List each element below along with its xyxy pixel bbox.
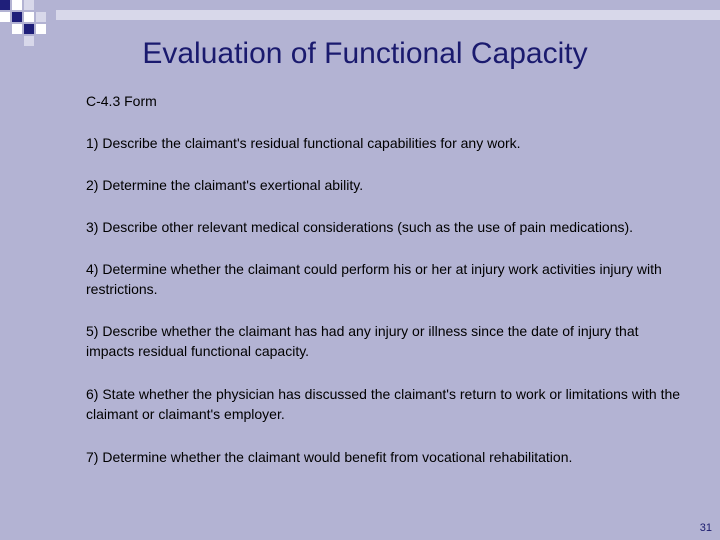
slide-body — [86, 91, 686, 489]
deco-square — [36, 12, 46, 22]
form-label: C-4.3 Form — [86, 93, 157, 109]
deco-square — [0, 12, 10, 22]
list-item: 3) Describe other relevant medical considerations (such as the use of pain medications). — [86, 219, 634, 235]
deco-square — [24, 12, 34, 22]
deco-square — [12, 0, 22, 10]
deco-square — [36, 24, 46, 34]
list-item: 2) Determine the claimant's exertional ability. — [86, 177, 364, 193]
page-number: 31 — [699, 522, 712, 534]
deco-square — [24, 24, 34, 34]
deco-square — [12, 24, 22, 34]
deco-square — [24, 0, 34, 10]
slide-title: Evaluation of Functional Capacity — [142, 37, 588, 70]
list-item: 7) Determine whether the claimant would benefit from vocational rehabilitation. — [86, 449, 573, 465]
list-item: 4) Determine whether the claimant could perform his or her at injury work activities injury with restrictions. — [86, 261, 662, 297]
deco-square — [0, 0, 10, 10]
list-item: 6) State whether the physician has discussed the claimant's return to work or limitations with the claimant or claimant's employer. — [86, 386, 681, 422]
header-bar — [56, 10, 720, 20]
list-item: 1) Describe the claimant's residual functional capabilities for any work. — [86, 135, 521, 151]
deco-square — [12, 12, 22, 22]
list-item: 5) Describe whether the claimant has had any injury or illness since the date of injury that impacts residual functional capacity. — [86, 323, 639, 359]
